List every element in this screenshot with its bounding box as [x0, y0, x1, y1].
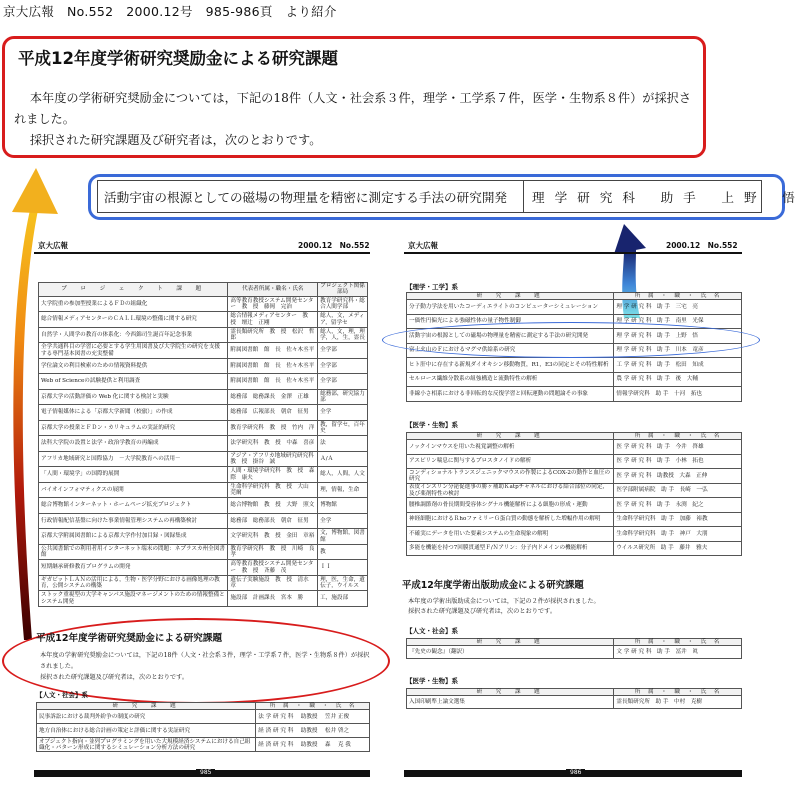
table-cell: 附属図書館 館 長 佐々木丞平: [228, 343, 318, 359]
table-cell: アスピリン喘息に関与するプロスタノイドの解析: [407, 454, 614, 469]
table-cell: 学位論文の利目検索のための情報資料提供: [39, 358, 228, 374]
table-cell: ＩＩ: [318, 560, 368, 576]
table-row: [39, 482, 368, 498]
table-cell: 全学共通科目の学習に必要とする学生用図書及び大学院生の研究を支援する専門基本図書の充実整備: [39, 343, 228, 359]
table-cell: ノックインマウスを用いた視覚調整の解析: [407, 440, 614, 455]
table-row: [407, 454, 742, 469]
table-row: [39, 467, 368, 483]
table-header-row: [407, 293, 742, 300]
table-cell: ウイルス研究所 助 手 藤井 雅夫: [614, 541, 742, 556]
table-cell: 総合情報メディアセンター 教 授 壇辻 正剛: [228, 312, 318, 328]
table-row: [407, 646, 742, 659]
table-cell: 医 学 研 究 科 助 手 小林 拓也: [614, 454, 742, 469]
right-page-header-rule: [404, 252, 742, 254]
left-project-table: [38, 282, 368, 607]
table-cell: 電子情報媒体による「京都大学新聞（校旅）」の作成: [39, 405, 228, 421]
table-cell: 非線小さ相系における非回転的な反復学習と回転運動の問題論その事象: [407, 387, 614, 402]
table-cell: 高等教育教授システム開発センター 教 授 斉藤 茂: [228, 560, 318, 576]
table-cell: 「人間・環境学」の国際的展開: [39, 467, 228, 483]
pub-table-1: [406, 638, 742, 659]
table-row: [407, 512, 742, 527]
table-cell: 医 学 研 究 科 助 手 今井 啓雄: [614, 440, 742, 455]
table-cell: 神経細胞におけるＲhoファミリーＧ蛋白質の動態を解析した増幅作用の解明: [407, 512, 614, 527]
table-row: [37, 738, 370, 752]
table-cell: 公共図書館での利用者用インターネット端末の問題：ネプラスカ州全図書館: [39, 544, 228, 560]
table-row: [39, 544, 368, 560]
table-cell: 理 学 研 究 科 助 手 三宅 亮: [614, 300, 742, 315]
right-page-number: 986: [566, 769, 585, 776]
table-header-row: [407, 689, 742, 696]
table-cell: 総人，文，理，理学，人，生，霊長: [318, 327, 368, 343]
table-cell: 一価性円偏光による強磁性体の量子物性制御: [407, 314, 614, 329]
table-row: [407, 372, 742, 387]
table-cell: バイオインフォマティクスの展開: [39, 482, 228, 498]
table-cell: 京都大学の授業とＦＤン・カリキュラムの実証的研究: [39, 420, 228, 436]
left-mini-paragraph-2: 採択された研究課題及び研究者は，次のとおりです。: [40, 674, 189, 681]
table-cell: 法科大学院の設置と法学・政治学教育の再編成: [39, 436, 228, 452]
table-row: [39, 389, 368, 405]
table-cell: 文，博物館，図書館: [318, 529, 368, 545]
table-cell: アジア・アフリカ地域研究研究科 教 授 掛谷 誠: [228, 451, 318, 467]
table-cell: 地方自治体における総合計画の策定と評価に関する実証研究: [37, 724, 256, 738]
table-cell: 遺伝子実験施設 教 授 清水 章: [228, 575, 318, 591]
table-cell: 活動宇宙の根源としての磁場の物理量を精密に測定する手法の研究開発: [407, 329, 614, 344]
table-header-cell: 研 究 課 題: [37, 703, 256, 710]
table-cell: 総合博物館インターネット・ホームページ拡充プロジェクト: [39, 498, 228, 514]
table-cell: 入国印刷準上論文選集: [407, 696, 614, 709]
table-cell: 総人，人間，人文: [318, 467, 368, 483]
table-cell: 医学部附属病院 助 手 長崎 一弘: [614, 483, 742, 498]
table-cell: 理，情報，生命: [318, 482, 368, 498]
table-row: [39, 343, 368, 359]
table-cell: 工 学 研 究 科 助 手 松田 知成: [614, 358, 742, 373]
table-cell: Ａ/Ａ: [318, 451, 368, 467]
table-row: [39, 513, 368, 529]
topic-title: 活動宇宙の根源としての磁場の物理量を精密に測定する手法の研究開発: [104, 190, 507, 205]
table-cell: ヒト肝中に存在する新規ダイオキシン移動物質，R1，E3の同定とその特性解析: [407, 358, 614, 373]
table-row: [39, 529, 368, 545]
table-cell: 教，留学セ，百年史: [318, 420, 368, 436]
table-row: [39, 451, 368, 467]
table-cell: アフリカ地域研究と国際協力 －大学院教育への活用－: [39, 451, 228, 467]
table-row: [407, 440, 742, 455]
med-section-label: 【医学・生物】系: [406, 421, 458, 429]
table-cell: 大学院重の参加型授業によるＦＤの組織化: [39, 296, 228, 312]
table-cell: 全学部: [318, 358, 368, 374]
table-cell: 人間・環境学研究科 教 授 森際 康夫: [228, 467, 318, 483]
table-cell: ストック重視型の大学キャンパス施設マネージメントのための情報整備とシステム開発: [39, 591, 228, 607]
table-header-row: [37, 703, 370, 710]
table-cell: 全学部: [318, 343, 368, 359]
left-mini-title: 平成12年度学術研究奨励金による研究課題: [36, 633, 223, 644]
table-cell: 生命科学研究科 教 授 大山 莞爾: [228, 482, 318, 498]
table-cell: ギガビットＬＡＮの活用による，生物・医学分野における画像処理の教育，公開システムの構築: [39, 575, 228, 591]
table-cell: 理 学 研 究 科 助 手 上野 悟: [614, 329, 742, 344]
med-table: [406, 432, 742, 556]
table-cell: 農 学 研 究 科 助 手 後 大輔: [614, 372, 742, 387]
table-cell: 霊長類研究所 教 授 松沢 哲郎: [228, 327, 318, 343]
table-header-cell: 研 究 課 題: [407, 293, 614, 300]
table-cell: 施設部 計画課長 宮本 勝: [228, 591, 318, 607]
table-row: [39, 374, 368, 390]
table-cell: 工，施設部: [318, 591, 368, 607]
table-cell: 総務部 総務課長 金澤 正雄: [228, 389, 318, 405]
source-line: 京大広報 No.552 2000.12号 985-986頁 より紹介: [3, 4, 337, 19]
table-header-cell: 研 究 課 題: [407, 639, 614, 646]
pub-table-2: [406, 688, 742, 709]
left-mini-paragraph-1: 本年度の学術研究奨励金については，下記の18件（人文・社会系３件，理学・工学系７件，医学・生物系８件）が採択されました。: [40, 652, 370, 670]
table-cell: 生命科学研究科 助 手 神戸 大朋: [614, 527, 742, 542]
table-cell: 経 済 研 究 科 助教授 森 克 我: [256, 738, 370, 752]
table-cell: 法学研究科 教 授 中森 喜彦: [228, 436, 318, 452]
pub-paragraph-1: 本年度の学術出版助成金については，下記の２件が採択されました。: [408, 598, 600, 605]
table-cell: セルロース繊維分散系の組強構造と流動特性の解析: [407, 372, 614, 387]
pub-title: 平成12年度学術出版助成金による研究課題: [402, 580, 584, 591]
table-cell: 分子動力学法を用いたコーディエライトのコンピューターシミュレーション: [407, 300, 614, 315]
pub-section-label-2: 【医学・生物】系: [406, 677, 458, 685]
red-arrow-head: [12, 168, 58, 214]
table-cell: 法 学 研 究 科 助教授 笠井 正俊: [256, 710, 370, 724]
table-cell: 総務部 総務部長 朝倉 征男: [228, 513, 318, 529]
table-row: [39, 420, 368, 436]
table-cell: 全学: [318, 405, 368, 421]
table-cell: 『先史の観念』（翻訳）: [407, 646, 614, 659]
table-header-row: [39, 283, 368, 297]
table-cell: 博物館: [318, 498, 368, 514]
table-row: [37, 710, 370, 724]
table-header-cell: 所 属 ・ 職 ・ 氏 名: [256, 703, 370, 710]
table-cell: 多能を機能を持つ7回膜貫通型Ｆ/Ｎアリン：分子内ドメインの機能解析: [407, 541, 614, 556]
left-section-label: 【人文・社会】系: [36, 691, 88, 699]
table-row: [407, 300, 742, 315]
table-cell: 法: [318, 436, 368, 452]
table-cell: Web of Scienceの試験提供と利用調査: [39, 374, 228, 390]
table-cell: 理 学 研 究 科 助 手 南里 光保: [614, 314, 742, 329]
pub-body: [408, 597, 748, 617]
blue-arrow-head: [614, 224, 646, 254]
table-cell: 短期継承研修教育プログラムの開発: [39, 560, 228, 576]
table-cell: 全学: [318, 513, 368, 529]
table-cell: 京都大学附属図書館による京都大学作付加目録・図録集成: [39, 529, 228, 545]
table-cell: 総人，文，メディア，留学セ: [318, 312, 368, 328]
table-row: [407, 498, 742, 513]
table-cell: 経 済 研 究 科 助教授 松井 啓之: [256, 724, 370, 738]
table-header-row: [407, 639, 742, 646]
right-highlight-ellipse: [382, 322, 760, 358]
left-page-header-left: 京大広報: [38, 241, 68, 250]
table-cell: 富士火山のＦにおけるマグマ供給系の研究: [407, 343, 614, 358]
table-cell: 教育学研究科・総合人間学部: [318, 296, 368, 312]
table-row: [407, 527, 742, 542]
table-row: [39, 560, 368, 576]
table-row: [407, 541, 742, 556]
red-arrow-shaft: [13, 210, 38, 640]
table-cell: 行政情報配信基盤に向けた事業情報管理システムの再構築検討: [39, 513, 228, 529]
table-row: [407, 358, 742, 373]
table-cell: 理，医，生命，遺伝子，ウイルス: [318, 575, 368, 591]
table-cell: 全学部: [318, 374, 368, 390]
table-header-cell: 所 属 ・ 職 ・ 氏 名: [614, 689, 742, 696]
left-page-header-right: 2000.12 No.552: [298, 241, 370, 250]
table-cell: オブジェクト指向・並列プログラミングを用いた大規模経済システムにおける自己組織化・パターン形成に関するシミュレーション分析方法の研究: [37, 738, 256, 752]
callout-title: 平成12年度学術研究奨励金による研究課題: [18, 49, 338, 68]
table-header-cell: 研 究 課 題: [407, 689, 614, 696]
table-header-cell: 研 究 課 題: [407, 433, 614, 440]
callout-paragraph-1: 本年度の学術研究奨励金については，下記の18件（人文・社会系３件，理学・工学系７件，医学・生物系８件）が採択されました。: [14, 91, 692, 126]
table-row: [39, 405, 368, 421]
table-cell: 附属図書館 館 長 佐々木丞平: [228, 374, 318, 390]
table-cell: 霊長類研究所 助 手 中村 克樹: [614, 696, 742, 709]
table-cell: 総合博物館 教 授 大野 照文: [228, 498, 318, 514]
table-row: [39, 575, 368, 591]
table-row: [39, 327, 368, 343]
table-cell: 腰椎調節剤の骨長期間受容体シグナル機能解析による細胞の形成・運動: [407, 498, 614, 513]
left-bottom-table: [36, 702, 370, 752]
sci-section-label: 【理学・工学】系: [406, 283, 458, 291]
table-header-row: [407, 433, 742, 440]
table-header-cell: 所 属 ・ 職 ・ 氏 名: [614, 433, 742, 440]
table-header-cell: 代表者所属・職名・氏名: [228, 283, 318, 297]
table-cell: 不確実にデータを用いた要素システムの生命現象の解明: [407, 527, 614, 542]
table-row: [39, 498, 368, 514]
table-cell: 民事訴訟における裁判外紛争の制度の研究: [37, 710, 256, 724]
table-row: [407, 483, 742, 498]
table-cell: 教育学研究科 教 授 竹内 洋: [228, 420, 318, 436]
table-row: [39, 296, 368, 312]
table-cell: 総務部 広報部長 朝倉 征男: [228, 405, 318, 421]
table-row: [37, 724, 370, 738]
table-row: [39, 358, 368, 374]
table-cell: 医 学 研 究 科 助 手 永渕 紀之: [614, 498, 742, 513]
table-cell: 教: [318, 544, 368, 560]
table-row: [407, 696, 742, 709]
table-cell: 文 学 研 究 科 助 手 冨井 眞: [614, 646, 742, 659]
table-header-cell: プロジェクト関係部局: [318, 283, 368, 297]
pub-paragraph-2: 採択された研究課題及び研究者は，次のとおりです。: [408, 608, 557, 615]
table-header-cell: 所 属 ・ 職 ・ 氏 名: [614, 293, 742, 300]
right-page-header-right: 2000.12 No.552: [666, 241, 738, 250]
table-cell: 理 学 研 究 科 助 手 川本 竜彦: [614, 343, 742, 358]
callout-paragraph-2: 採択された研究課題及び研究者は，次のとおりです。: [29, 133, 322, 147]
topic-person: 理 学 研 究 科 助 手 上 野 悟: [532, 190, 798, 205]
table-cell: 総合情報メディアセンターのＣＡＬＬ環境の整備に関する研究: [39, 312, 228, 328]
right-page-header-left: 京大広報: [408, 241, 438, 250]
table-header-cell: プ ロ ジ ェ ク ト 課 題: [39, 283, 228, 297]
table-cell: 表皮インスリン分泌促進事の勝ヶ補助Ｋatpチャネルにおける結合部位の同定，及び薬剤特性の検討: [407, 483, 614, 498]
table-row: [39, 436, 368, 452]
left-page-header-rule: [34, 252, 370, 254]
table-row: [407, 387, 742, 402]
table-row: [407, 469, 742, 484]
table-cell: 文学研究科 教 授 金田 章裕: [228, 529, 318, 545]
pub-section-label-1: 【人文・社会】系: [406, 627, 458, 635]
table-row: [39, 591, 368, 607]
table-cell: 京都大学の活動評価の Web 化に関する検討と実験: [39, 389, 228, 405]
table-cell: 自然学・人間学の教育の体系化：今西錦司生誕百年記念事業: [39, 327, 228, 343]
table-cell: 教育学研究科 教 授 川崎 良孝: [228, 544, 318, 560]
table-header-cell: 所 属 ・ 職 ・ 氏 名: [614, 639, 742, 646]
table-cell: 生命科学研究科 助 手 加藤 裕教: [614, 512, 742, 527]
table-cell: 情報学研究科 助 手 十河 拓也: [614, 387, 742, 402]
left-mini-body: [40, 650, 370, 683]
table-cell: 附属図書館 館 長 佐々木丞平: [228, 358, 318, 374]
table-cell: 高等教育教授システム開発センター 教 授 藤岡 完治: [228, 296, 318, 312]
table-cell: コンディショナルトランスジェニックマウスの作製によるCOX-2の動作と血圧の研究: [407, 469, 614, 484]
table-cell: 総務部，研究協力部: [318, 389, 368, 405]
table-cell: 医 学 研 究 科 助教授 大森 正伸: [614, 469, 742, 484]
table-row: [39, 312, 368, 328]
left-page-number: 985: [196, 769, 215, 776]
